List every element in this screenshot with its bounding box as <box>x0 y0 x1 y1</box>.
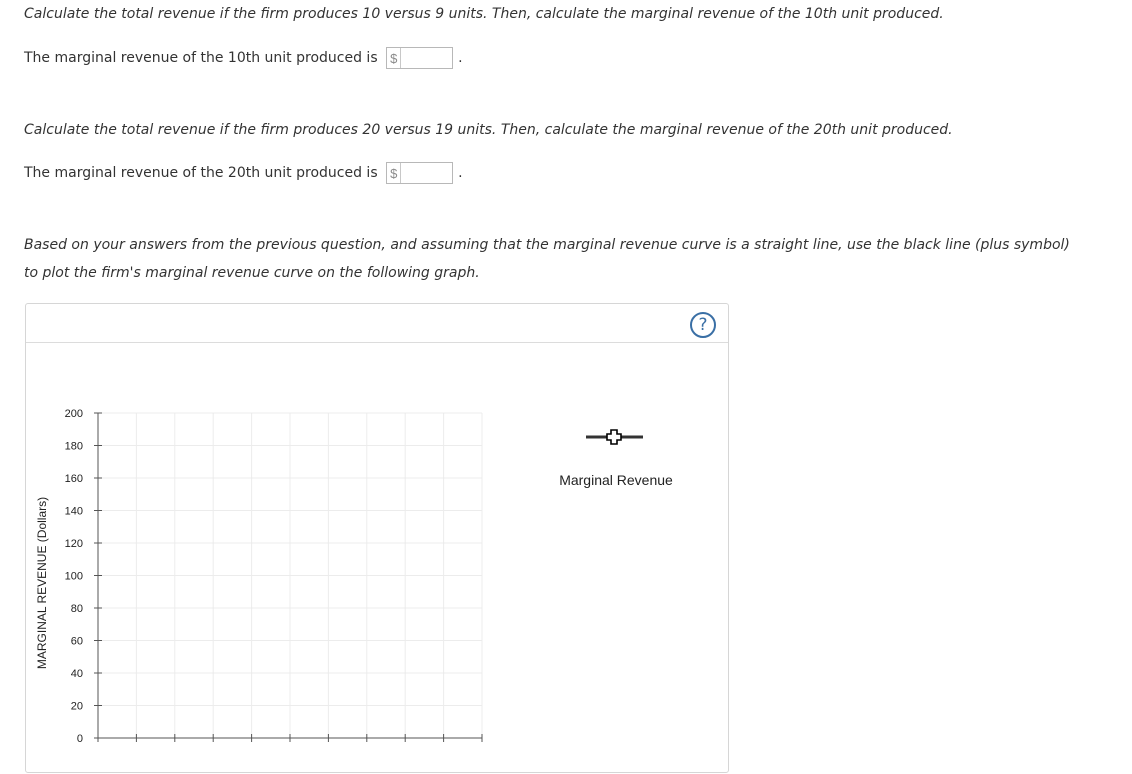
grid <box>98 413 482 738</box>
y-tick-label: 80 <box>70 603 83 615</box>
question-1-prompt: Calculate the total revenue if the firm produces 10 versus 9 units. Then, calculate the marginal revenue of the 10th unit produced. <box>24 6 944 22</box>
question-1-answer-line <box>24 46 463 70</box>
plot-instruction-line-1: Based on your answers from the previous question, and assuming that the marginal revenue curve is a straight line, use the black line (plus symbol) <box>24 237 1070 253</box>
y-axis-title: MARGINAL REVENUE (Dollars) <box>35 496 49 670</box>
y-tick-label: 160 <box>64 473 83 485</box>
question-1-answer-field[interactable] <box>386 47 453 69</box>
y-tick-label: 100 <box>64 570 83 583</box>
question-1-answer-label: The marginal revenue of the 10th unit produced is <box>24 50 383 66</box>
y-tick-label: 60 <box>70 635 83 648</box>
y-tick-label: 40 <box>70 668 83 680</box>
y-tick-label: 0 <box>76 733 83 745</box>
question-2-answer-input[interactable] <box>401 164 453 182</box>
question-1-answer-input[interactable] <box>401 49 453 67</box>
y-tick-labels <box>65 408 83 745</box>
question-2-prompt: Calculate the total revenue if the firm produces 20 versus 19 units. Then, calculate the marginal revenue of the 20th unit produced. <box>24 122 953 138</box>
question-2-answer-line <box>24 161 463 185</box>
dollar-sign-icon: $ <box>387 48 401 68</box>
plus-line-tool-icon[interactable] <box>586 430 643 444</box>
question-2-answer-field[interactable] <box>386 162 453 184</box>
y-tick-label: 120 <box>64 538 83 550</box>
question-circle-icon[interactable]: ? <box>690 312 716 338</box>
axes <box>94 413 482 742</box>
question-1-period: . <box>458 50 463 66</box>
question-2-answer-label: The marginal revenue of the 20th unit produced is <box>24 165 383 181</box>
graph-panel <box>25 303 729 773</box>
dollar-sign-icon: $ <box>387 163 401 183</box>
legend-marginal-revenue-label: Marginal Revenue <box>559 472 673 488</box>
plot-instruction-line-2: to plot the firm's marginal revenue curve on the following graph. <box>24 265 480 281</box>
marginal-revenue-graph[interactable] <box>26 304 730 774</box>
question-2-period: . <box>458 165 463 181</box>
y-tick-label: 200 <box>64 408 83 420</box>
y-tick-label: 180 <box>64 440 83 453</box>
y-tick-label: 140 <box>64 505 83 518</box>
y-tick-label: 20 <box>70 700 83 713</box>
